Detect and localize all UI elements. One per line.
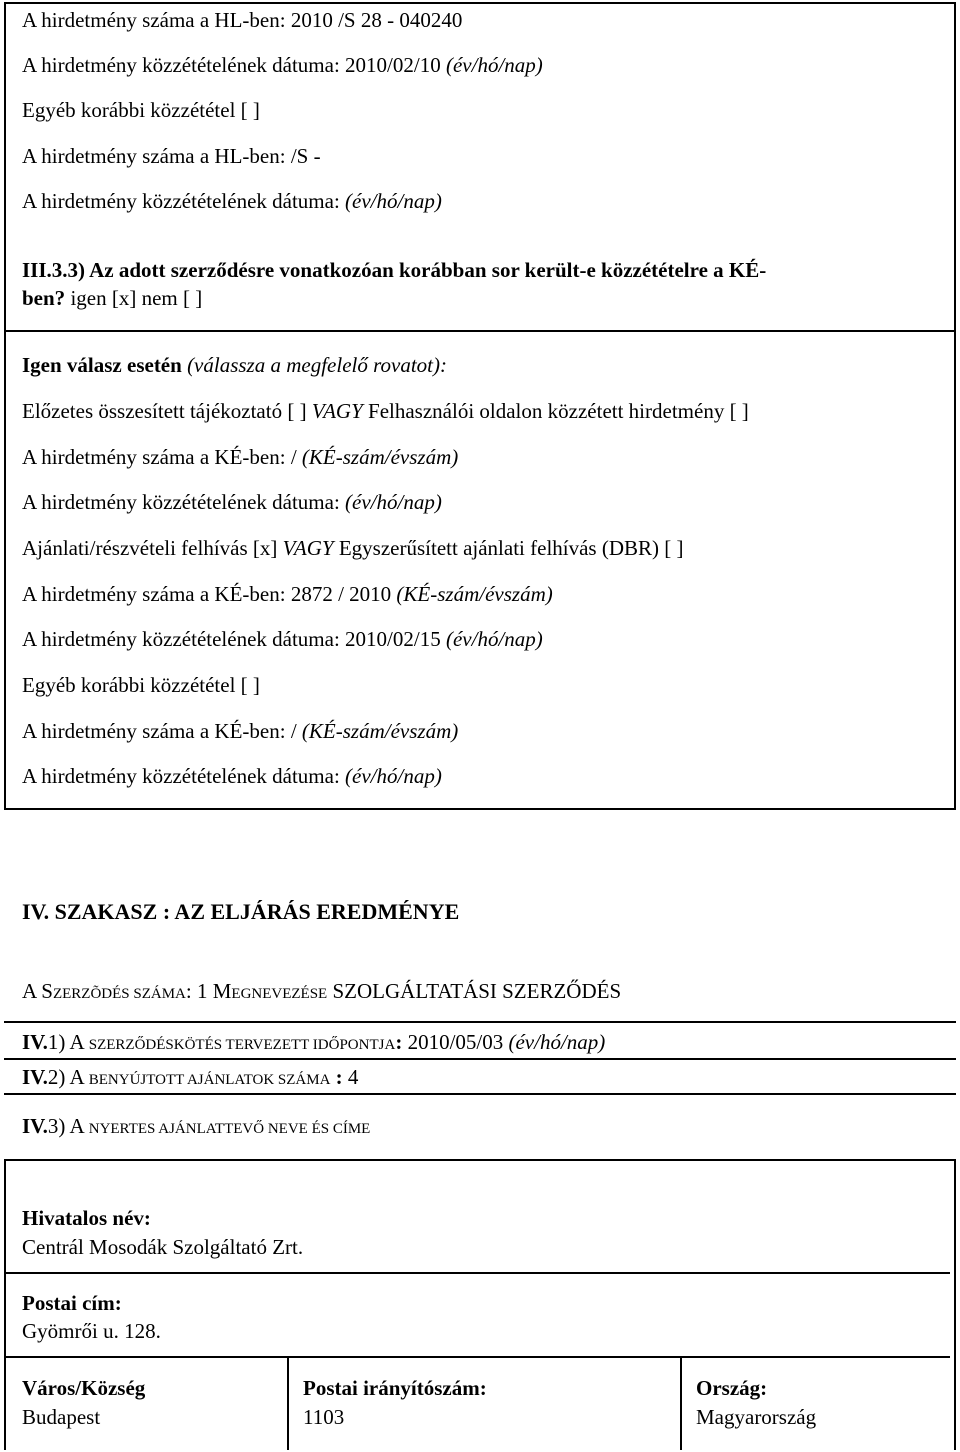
- official-name-label-text: Hivatalos név:: [22, 1206, 151, 1230]
- date-format-hint: (év/hó/nap): [445, 53, 543, 77]
- hl-notice-date-2-text: A hirdetmény közzétételének dátuma:: [22, 189, 340, 213]
- divider: [4, 1058, 956, 1060]
- divider: [4, 1159, 956, 1161]
- ke-notice-date-2: [22, 627, 543, 652]
- section-iii-3-3-answer-text: igen [x] nem [ ]: [65, 286, 203, 310]
- iv-2-label: BENYÚJTOTT AJÁNLATOK SZÁMA: [88, 1072, 331, 1088]
- contract-name-value: SZOLGÁLTATÁSI SZERZŐDÉS: [327, 979, 622, 1003]
- city-label-text: Város/Község: [22, 1376, 146, 1400]
- contract-s: S: [41, 979, 53, 1003]
- vagy-label: VAGY: [282, 536, 334, 560]
- iv-3-line: [22, 1114, 370, 1139]
- contract-m: M: [212, 979, 232, 1003]
- hl-notice-date-2: [22, 189, 442, 214]
- section-iii-3-3-answer: [22, 286, 202, 311]
- contract-number-line: [22, 979, 621, 1004]
- section-iv-title-text: IV. SZAKASZ : AZ ELJÁRÁS EREDMÉNYE: [22, 899, 460, 924]
- contract-a: A: [22, 979, 42, 1003]
- ke-notice-date: [22, 490, 442, 515]
- date-format-hint: (év/hó/nap): [345, 764, 442, 788]
- iv-3-label-start: 3) A: [47, 1114, 89, 1138]
- zip-value: [303, 1405, 344, 1430]
- official-name-value-text: Centrál Mosodák Szolgáltató Zrt.: [22, 1235, 304, 1259]
- contract-name-label: EGNEVEZÉSE: [231, 986, 328, 1002]
- ke-notice-date-text: A hirdetmény közzétételének dátuma:: [22, 490, 346, 514]
- divider: [6, 1272, 950, 1274]
- iv-1-colon: :: [395, 1030, 403, 1054]
- ke-notice-number-text: A hirdetmény száma a KÉ-ben: /: [22, 445, 302, 469]
- hl-notice-date: [22, 53, 543, 78]
- ke-format-hint: (KÉ-szám/évszám): [396, 582, 553, 606]
- other-earlier-publication-2: [22, 673, 260, 698]
- iv-2-label-start: 2) A: [47, 1065, 89, 1089]
- iv-1-label: SZERZŐDÉSKÖTÉS TERVEZETT IDŐPONTJA: [88, 1037, 396, 1053]
- ke-notice-number: [22, 445, 458, 470]
- other-earlier-publication: [22, 98, 260, 123]
- hl-notice-date-text: A hirdetmény közzétételének dátuma: 2010/02/10: [22, 53, 441, 77]
- divider: [4, 1093, 956, 1095]
- country-label: [696, 1376, 767, 1401]
- ke-notice-number-2-text: A hirdetmény száma a KÉ-ben: 2872 / 2010: [22, 582, 397, 606]
- postal-address-value: [22, 1319, 161, 1344]
- iv-2-line: [22, 1065, 358, 1090]
- ke-notice-date-3: [22, 764, 442, 789]
- iv-2-colon: :: [330, 1065, 343, 1089]
- iv-2-prefix: IV.: [22, 1065, 48, 1089]
- zip-label-text: Postai irányítószám:: [303, 1376, 487, 1400]
- other-earlier-publication-2-text: Egyéb korábbi közzététel [ ]: [22, 673, 260, 697]
- ke-notice-date-3-text: A hirdetmény közzétételének dátuma:: [22, 764, 346, 788]
- call-for-tender-choice-b: Egyszerűsített ajánlati felhívás (DBR) [ ]: [333, 536, 684, 560]
- column-divider: [287, 1356, 289, 1450]
- date-format-hint: (év/hó/nap): [445, 627, 543, 651]
- official-name-value: [22, 1235, 303, 1260]
- call-for-tender-choice: [22, 536, 684, 561]
- call-for-tender-choice-a: Ajánlati/részvételi felhívás [x]: [22, 536, 283, 560]
- iv-3-label: NYERTES AJÁNLATTEVŐ NEVE ÉS CÍME: [88, 1121, 371, 1137]
- country-value: [696, 1405, 816, 1430]
- postal-address-label-text: Postai cím:: [22, 1291, 122, 1315]
- winner-box-left: [4, 1159, 6, 1450]
- city-label: [22, 1376, 145, 1401]
- zip-value-text: 1103: [303, 1405, 345, 1429]
- date-format-hint: (év/hó/nap): [345, 490, 442, 514]
- yes-answer-heading-bold: Igen válasz esetén: [22, 353, 182, 377]
- section-iv-title: [22, 899, 459, 925]
- ke-notice-number-2: [22, 582, 553, 607]
- country-value-text: Magyarország: [696, 1405, 817, 1429]
- city-value-text: Budapest: [22, 1405, 101, 1429]
- date-format-hint: (év/hó/nap): [508, 1030, 606, 1054]
- ke-notice-date-2-text: A hirdetmény közzétételének dátuma: 2010/02/15: [22, 627, 446, 651]
- contract-number-label: ZERZÕDÉS SZÁMA: [52, 986, 186, 1002]
- iv-1-prefix: IV.: [22, 1030, 48, 1054]
- prior-info-choice-a: Előzetes összesített tájékoztató [ ]: [22, 399, 312, 423]
- winner-box-right: [954, 1159, 956, 1450]
- vagy-label: VAGY: [311, 399, 363, 423]
- iv-1-label-start: 1) A: [47, 1030, 89, 1054]
- iv-2-value: 4: [342, 1065, 359, 1089]
- contract-number-value: : 1: [185, 979, 213, 1003]
- official-name-label: [22, 1206, 151, 1231]
- city-value: [22, 1405, 100, 1430]
- country-label-text: Ország:: [696, 1376, 768, 1400]
- iv-1-value: 2010/05/03: [402, 1030, 509, 1054]
- column-divider: [680, 1356, 682, 1450]
- iv-3-prefix: IV.: [22, 1114, 48, 1138]
- other-earlier-publication-text: Egyéb korábbi közzététel [ ]: [22, 98, 260, 122]
- hl-notice-number: [22, 8, 462, 33]
- ke-format-hint: (KÉ-szám/évszám): [301, 445, 459, 469]
- postal-address-value-text: Gyömrői u. 128.: [22, 1319, 161, 1343]
- zip-label: [303, 1376, 487, 1401]
- yes-answer-heading-hint: (válassza a megfelelő rovatot):: [181, 353, 447, 377]
- prior-info-choice: [22, 399, 749, 424]
- hl-notice-number-text: A hirdetmény száma a HL-ben: 2010 /S 28 - 040240: [22, 8, 463, 32]
- ke-notice-number-3: [22, 719, 458, 744]
- section-iii-3-3-title-text: III.3.3) Az adott szerződésre vonatkozóan korábban sor került-e közzétételre a KÉ-: [22, 258, 767, 282]
- divider: [6, 1356, 950, 1358]
- prior-info-choice-b: Felhasználói oldalon közzétett hirdetmény [ ]: [362, 399, 749, 423]
- date-format-hint: (év/hó/nap): [345, 189, 442, 213]
- yes-answer-heading: [22, 353, 447, 378]
- postal-address-label: [22, 1291, 122, 1316]
- section-iii-3-3-title: [22, 258, 766, 283]
- ke-format-hint: (KÉ-szám/évszám): [301, 719, 459, 743]
- ke-notice-number-3-text: A hirdetmény száma a KÉ-ben: /: [22, 719, 302, 743]
- hl-notice-number-2-text: A hirdetmény száma a HL-ben: /S -: [22, 144, 321, 168]
- section-iii-3-3-title-end: ben?: [22, 286, 66, 310]
- hl-notice-number-2: [22, 144, 321, 169]
- divider: [4, 1021, 956, 1023]
- iv-1-line: [22, 1030, 605, 1055]
